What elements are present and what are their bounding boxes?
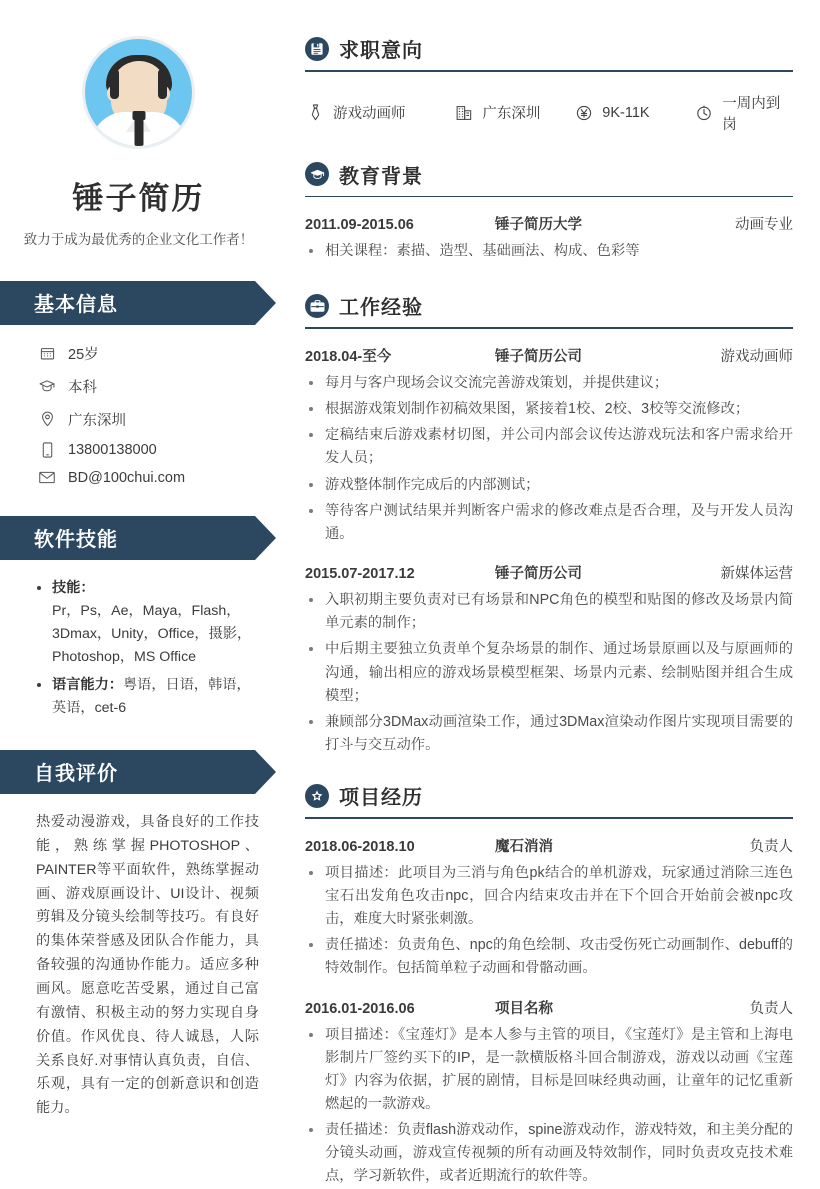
graduation-cap-icon	[36, 378, 58, 394]
self-evaluation-text: 热爱动漫游戏，具备良好的工作技能，熟练掌握PHOTOSHOP、PAINTER等平面软件，熟练掌握动画、游戏原画设计、UI设计、视频剪辑及分镜头绘制等技巧。有良好的集体荣誉感及团队合作能力，具备较强的沟通协作能力。适应多种画风。愿意吃苦受累，通过自己富有激情、积极主动的努力实现自身价值。作风优良、待人诚恳，人际关系良好.对事情认真负责，自信、乐观，具有一定的创新意识和创造能力。	[36, 813, 259, 1117]
sidebar	[0, 0, 277, 1160]
avatar-tie	[134, 119, 143, 146]
entry-bullets	[305, 372, 793, 546]
necktie-icon	[305, 104, 325, 121]
entry-organization: 锤子简历大学	[495, 217, 582, 234]
basic-info-value-email: BD@100chui.com	[68, 469, 186, 486]
section-education	[305, 160, 793, 264]
list-item: 项目描述：《宝莲灯》是本人参与主管的项目，《宝莲灯》是主管和上海电影制片厂签约买下的IP，是一款横版格斗回合制游戏，游戏以动画《宝莲灯》内容为依据，扩展的剧情，目标是回味经典动画，让童年的记忆重新燃起的一款游戏。	[305, 1024, 793, 1117]
basic-info-list	[36, 343, 259, 486]
mobile-phone-icon	[36, 442, 58, 458]
entry-header	[305, 213, 793, 234]
section-header-projects	[305, 781, 793, 817]
section-title-job-intention: 求职意向	[339, 40, 423, 62]
entry-date: 2011.09-2015.06	[305, 217, 414, 234]
section-rule	[305, 196, 793, 198]
entry-role: 动画专业	[735, 217, 793, 234]
list-item: 定稿结束后游戏素材切图，并公司内部会议传达游戏玩法和客户需求给开发人员；	[305, 424, 793, 470]
section-title-work-experience: 工作经验	[339, 297, 423, 320]
section-title-projects: 项目经历	[339, 787, 423, 810]
work-entry	[305, 562, 793, 757]
entry-organization: 项目名称	[495, 1000, 553, 1017]
location-pin-icon	[36, 411, 58, 427]
profile-tagline: 致力于成为最优秀的企业文化工作者！	[23, 232, 254, 247]
skill-label-skills: 技能：	[52, 579, 95, 596]
list-item: 根据游戏策划制作初稿效果图，紧接着1校、2校、3校等交流修改；	[305, 398, 793, 421]
job-intention-value-city: 广东深圳	[482, 106, 541, 123]
avatar-sideburn-right	[158, 69, 167, 99]
basic-info-value-location: 广东深圳	[68, 412, 126, 429]
entry-date: 2016.01-2016.06	[305, 1000, 415, 1017]
list-item: 入职初期主要负责对已有场景和NPC角色的模型和贴图的修改及场景内简单元素的制作；	[305, 589, 793, 635]
entry-role: 负责人	[749, 1000, 793, 1017]
job-intention-row	[305, 92, 793, 134]
basic-info-row-phone	[36, 442, 259, 458]
avatar-sideburn-left	[110, 69, 119, 99]
section-title-education: 教育背景	[339, 165, 423, 188]
avatar	[82, 36, 195, 149]
job-intention-value-salary: 9K-11K	[602, 104, 650, 121]
sidebar-section-title-software-skills: 软件技能	[34, 529, 118, 552]
basic-info-value-phone: 13800138000	[68, 441, 157, 458]
basic-info-row-age	[36, 343, 259, 364]
briefcase-icon	[305, 294, 329, 318]
sidebar-section-header-software-skills	[0, 516, 255, 560]
entry-header	[305, 562, 793, 583]
list-item: 游戏整体制作完成后的内部测试；	[305, 474, 793, 497]
entry-header	[305, 835, 793, 856]
section-job-intention	[305, 34, 793, 134]
calendar-icon	[36, 346, 58, 361]
document-icon	[305, 37, 329, 61]
section-rule	[305, 70, 793, 72]
building-icon	[454, 105, 474, 121]
list-item: 责任描述：负责flash游戏动作，spine游戏动作，游戏特效，和主美分配的分镜头动画，游戏宣传视频的所有动画及特效制作，同时负责攻克技术难点，学习新软件，或者近期流行的软件等。	[305, 1119, 793, 1188]
skill-value-languages: 粤语，日语，韩语，英语，cet-6	[52, 676, 251, 716]
entry-header	[305, 345, 793, 366]
skill-value-skills: Pr，Ps，Ae，Maya，Flash，3Dmax，Unity，Office，摄影，Photoshop，MS Office	[52, 602, 252, 665]
skill-label-languages: 语言能力：	[52, 676, 123, 693]
sidebar-basic-info-body	[0, 343, 277, 486]
basic-info-value-education: 本科	[68, 379, 97, 396]
job-intention-item-salary	[574, 105, 694, 121]
project-entry	[305, 835, 793, 981]
entry-organization: 锤子简历公司	[495, 566, 582, 583]
job-intention-item-availability	[694, 92, 793, 134]
clock-icon	[694, 105, 714, 121]
job-intention-item-position	[305, 102, 454, 123]
basic-info-row-location	[36, 409, 259, 430]
sidebar-section-header-basic-info	[0, 281, 255, 325]
entry-date: 2018.06-2018.10	[305, 838, 415, 855]
section-header-education	[305, 160, 793, 196]
entry-bullets	[305, 862, 793, 981]
entry-header	[305, 997, 793, 1018]
work-entry	[305, 345, 793, 546]
job-intention-item-city	[454, 102, 574, 123]
graduation-cap-icon	[305, 162, 329, 186]
list-item: 相关课程：素描、造型、基础画法、构成、色彩等	[305, 240, 793, 263]
job-intention-value-availability: 一周内到岗	[722, 95, 781, 133]
basic-info-row-email	[36, 470, 259, 486]
section-projects	[305, 781, 793, 1188]
sidebar-software-skills-body	[0, 576, 277, 720]
software-skills-list	[36, 576, 259, 720]
list-item: 中后期主要独立负责单个复杂场景的制作、通过场景原画以及与原画师的沟通，输出相应的游戏场景模型框架、场景内元素、绘制贴图并组合生成模型；	[305, 638, 793, 707]
star-icon	[305, 784, 329, 808]
section-header-work-experience	[305, 291, 793, 327]
entry-organization: 魔石消消	[495, 838, 553, 855]
basic-info-value-age: 25岁	[68, 346, 99, 363]
entry-organization: 锤子简历公司	[495, 348, 582, 365]
section-work-experience	[305, 291, 793, 757]
list-item: 等待客户测试结果并判断客户需求的修改难点是否合理，及与开发人员沟通。	[305, 500, 793, 546]
entry-bullets	[305, 589, 793, 757]
envelope-icon	[36, 471, 58, 484]
entry-date: 2018.04-至今	[305, 348, 392, 365]
list-item: 责任描述：负责角色、npc的角色绘制、攻击受伤死亡动画制作、debuff的特效制作。包括简单粒子动画和骨骼动画。	[305, 934, 793, 980]
job-intention-value-position: 游戏动画师	[333, 106, 406, 123]
avatar-wrap	[0, 36, 277, 149]
main-content	[277, 0, 820, 1185]
list-item: 兼顾部分3DMax动画渲染工作，通过3DMax渲染动作图片实现项目需要的打斗与交互动作。	[305, 711, 793, 757]
section-header-job-intention	[305, 34, 793, 70]
basic-info-row-education	[36, 376, 259, 397]
sidebar-section-title-basic-info: 基本信息	[34, 294, 118, 317]
section-rule	[305, 817, 793, 819]
section-rule	[305, 327, 793, 329]
yuan-currency-icon	[574, 105, 594, 121]
entry-bullets	[305, 240, 793, 263]
sidebar-self-evaluation-body	[0, 811, 277, 1121]
list-item	[52, 673, 259, 720]
profile-name: 锤子简历	[72, 181, 205, 216]
entry-role: 负责人	[749, 838, 793, 855]
list-item: 项目描述：此项目为三消与角色pk结合的单机游戏，玩家通过消除三连色宝石出发角色攻击npc，回合内结束攻击并在下个回合开始前会被npc攻击，难度大时紧张刺激。	[305, 862, 793, 931]
entry-role: 游戏动画师	[720, 348, 793, 365]
education-entry	[305, 213, 793, 263]
entry-role: 新媒体运营	[720, 566, 793, 583]
sidebar-section-header-self-evaluation	[0, 750, 255, 794]
entry-bullets	[305, 1024, 793, 1189]
list-item	[52, 576, 259, 669]
entry-date: 2015.07-2017.12	[305, 566, 415, 583]
list-item: 每月与客户现场会议交流完善游戏策划，并提供建议；	[305, 372, 793, 395]
sidebar-section-title-self-evaluation: 自我评价	[34, 763, 118, 786]
